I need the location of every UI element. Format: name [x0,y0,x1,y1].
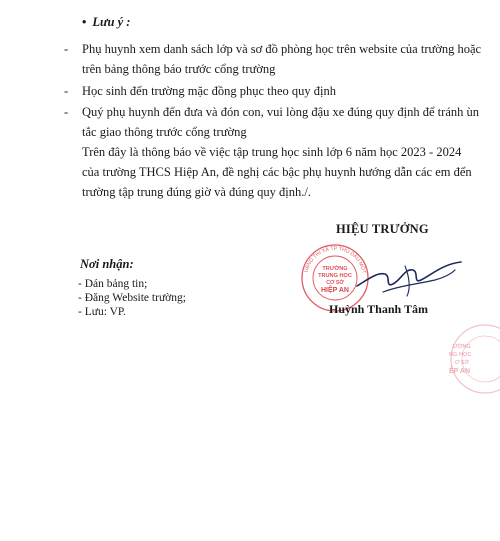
note-1-line-2: trên bảng thông báo trước cổng trường [82,62,276,76]
note-3-line-2: tắc giao thông trước cổng trường [82,125,247,139]
note-3-dash: - [64,105,69,119]
closing-line-2: của trường THCS Hiệp An, đề nghị các bậc phụ huynh hướng dẫn các em đến [82,165,472,179]
closing-line-3: trường tập trung đúng giờ và đúng quy định./. [82,185,312,199]
stamp-line-1: TRƯỜNG [322,266,348,272]
notes-bullet: • [82,15,87,29]
bleed-line-1: ƯỜNG [453,344,471,350]
signature-title: HIỆU TRƯỞNG [336,222,429,236]
note-2-dash: - [64,84,69,98]
note-1-line-1: Phụ huynh xem danh sách lớp và sơ đồ phòng học trên website của trường hoặc [82,42,482,56]
bleed-line-3: Ơ SỞ [455,360,469,366]
recipient-item: - Dán bảng tin; [78,278,148,290]
notes-heading [82,15,130,30]
stamp-ring-text: UBND THỊ XÃ TP THỦ DẦU MỘT [303,245,367,275]
stamp-line-4: HIỆP AN [320,287,350,294]
stamp-line-2: TRUNG HỌC [318,273,352,279]
stamp-line-3: CƠ SỞ [326,280,344,286]
note-1-dash: - [64,42,69,56]
notes-title: Lưu ý : [92,15,131,29]
closing-line-1: Trên đây là thông báo về việc tập trung học sinh lớp 6 năm học 2023 - 2024 [82,145,462,159]
recipient-item: - Lưu: VP. [78,306,126,318]
note-3-line-1: Quý phụ huynh đến đưa và đón con, vui lòng đậu xe đúng quy định để tránh ùn [82,105,479,119]
recipient-item: - Đăng Website trường; [78,292,186,304]
partial-stamp-bleed [443,322,500,396]
note-2-line-1: Học sinh đến trường mặc đồng phục theo quy định [82,84,336,98]
bleed-line-2: NG HỌC [449,352,472,358]
signer-name: Huỳnh Thanh Tâm [329,302,428,316]
bleed-line-4: ÊP AN [449,368,471,375]
handwritten-signature [355,250,465,305]
recipients-title: Nơi nhận: [80,257,134,271]
